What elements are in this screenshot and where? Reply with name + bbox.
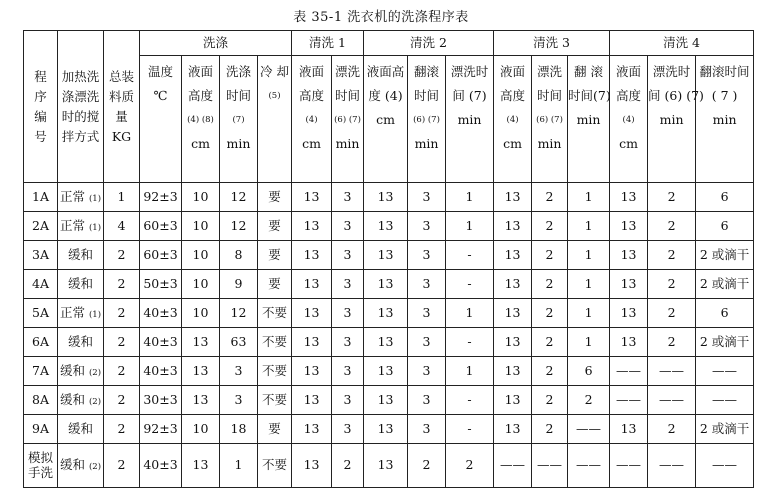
header-rinse3: 清洗 3	[494, 31, 610, 56]
header-r3-tumble	[568, 56, 610, 183]
table-cell: 13	[292, 386, 332, 415]
table-cell: -	[446, 270, 494, 299]
table-cell: 2	[104, 444, 140, 488]
header-rinse2: 清洗 2	[364, 31, 494, 56]
table-cell: 不要	[258, 357, 292, 386]
table-cell: 10	[182, 299, 220, 328]
table-cell: 13	[494, 241, 532, 270]
table-cell: 30±3	[140, 386, 182, 415]
table-cell: 10	[182, 270, 220, 299]
table-cell: 6A	[24, 328, 58, 357]
table-cell: 正常 (1)	[58, 183, 104, 212]
table-cell: ——	[494, 444, 532, 488]
table-cell: 2	[532, 328, 568, 357]
table-cell: 2	[532, 270, 568, 299]
header-line: 序	[34, 88, 47, 104]
header-r3-level	[494, 56, 532, 183]
header-line: (4)	[305, 115, 318, 125]
table-cell: 13	[292, 183, 332, 212]
header-line: 间 (6) (7)	[648, 88, 704, 103]
header-line: (4)	[622, 115, 635, 125]
header-line: min	[414, 136, 439, 151]
table-row	[24, 212, 754, 241]
header-line: 拌方式	[61, 128, 100, 144]
header-line: min	[457, 112, 482, 127]
table-cell: ——	[568, 415, 610, 444]
table-cell: 要	[258, 241, 292, 270]
header-r1-level	[292, 56, 332, 183]
table-cell: 2	[568, 386, 610, 415]
table-cell: ——	[610, 357, 648, 386]
table-cell: 13	[292, 241, 332, 270]
header-line: 时间	[537, 88, 563, 103]
table-cell: 13	[494, 270, 532, 299]
footnote-ref: (2)	[88, 367, 102, 378]
header-r1-time	[332, 56, 364, 183]
table-cell: 3	[332, 386, 364, 415]
table-cell: 12	[220, 183, 258, 212]
table-cell: 9	[220, 270, 258, 299]
header-line: ℃	[153, 88, 168, 103]
table-cell: 3	[408, 328, 446, 357]
table-cell: 3	[332, 328, 364, 357]
table-cell: 13	[494, 415, 532, 444]
footnote-ref: (2)	[88, 396, 102, 407]
header-line: 加热洗	[61, 68, 100, 84]
table-cell: 2 或滴干	[696, 415, 754, 444]
table-cell: 13	[292, 299, 332, 328]
table-cell: 1	[568, 183, 610, 212]
header-line: 漂洗时	[450, 64, 489, 79]
header-line: (5)	[268, 91, 281, 101]
table-cell: 2	[532, 183, 568, 212]
footnote-ref: (1)	[88, 309, 102, 320]
table-cell: 3A	[24, 241, 58, 270]
table-cell: 2	[532, 357, 568, 386]
header-r4-rinse	[648, 56, 704, 183]
table-cell: 40±3	[140, 357, 182, 386]
header-r4-tumble	[696, 56, 754, 183]
header-line: 漂洗时	[652, 64, 691, 79]
table-cell: 13	[610, 415, 648, 444]
header-line: 洗涤	[225, 64, 251, 79]
table-cell: ——	[648, 357, 696, 386]
table-cell: 13	[494, 386, 532, 415]
header-line: 号	[34, 128, 47, 144]
table-cell: 13	[610, 328, 648, 357]
header-line: (6) (7)	[334, 115, 361, 125]
table-cell: 2	[648, 328, 696, 357]
table-cell: 要	[258, 415, 292, 444]
header-line: 冷 却	[260, 64, 289, 79]
table-cell: 1	[104, 183, 140, 212]
table-cell: 7A	[24, 357, 58, 386]
table-cell: 缓和 (2)	[58, 357, 104, 386]
table-cell: 13	[364, 212, 408, 241]
table-row	[24, 299, 754, 328]
header-line: 时间	[225, 88, 251, 103]
table-cell: 4	[104, 212, 140, 241]
header-line: min	[335, 136, 360, 151]
table-cell: 13	[610, 183, 648, 212]
table-cell: 10	[182, 183, 220, 212]
table-cell: 13	[292, 357, 332, 386]
header-line: 液面	[500, 64, 526, 79]
table-cell: 2	[104, 357, 140, 386]
header-load	[104, 31, 140, 183]
table-cell: 5A	[24, 299, 58, 328]
table-cell: 13	[364, 183, 408, 212]
header-line: cm	[503, 136, 522, 151]
table-cell: 2	[648, 270, 696, 299]
footnote-ref: (1)	[88, 222, 102, 233]
header-wash-level	[182, 56, 220, 183]
header-line: 程	[34, 68, 47, 84]
header-line: (6) (7)	[536, 115, 563, 125]
header-line: min	[659, 112, 684, 127]
table-cell: 2	[104, 415, 140, 444]
table-cell: 3	[220, 386, 258, 415]
header-line: 高度	[500, 88, 526, 103]
table-cell: 2 或滴干	[696, 328, 754, 357]
table-cell: 缓和 (2)	[58, 444, 104, 488]
table-cell: 2	[532, 299, 568, 328]
table-cell: ——	[696, 357, 754, 386]
table-row	[24, 270, 754, 299]
header-line: KG	[111, 128, 132, 144]
table-cell: 2	[648, 241, 696, 270]
header-wash: 洗涤	[140, 31, 292, 56]
table-cell: 13	[364, 415, 408, 444]
table-cell: 6	[696, 212, 754, 241]
table-row	[24, 386, 754, 415]
table-cell: 6	[696, 299, 754, 328]
table-cell: 3	[332, 299, 364, 328]
table-cell: 3	[220, 357, 258, 386]
header-line: 时间	[335, 88, 361, 103]
table-cell: 2	[104, 328, 140, 357]
header-line: 液面	[299, 64, 325, 79]
table-cell: 3	[408, 357, 446, 386]
table-cell: 1	[446, 212, 494, 241]
table-cell: 1	[446, 299, 494, 328]
header-line: 总装	[108, 68, 134, 84]
table-cell: 13	[364, 241, 408, 270]
header-line: 温度	[147, 64, 173, 79]
table-cell: 2	[532, 415, 568, 444]
table-cell: ——	[648, 386, 696, 415]
table-cell: 1A	[24, 183, 58, 212]
table-cell: 1	[568, 328, 610, 357]
header-line: 度 (4)	[368, 88, 403, 103]
table-cell: ——	[610, 386, 648, 415]
table-cell: 2	[648, 212, 696, 241]
header-r2-rinse	[446, 56, 494, 183]
table-cell: 63	[220, 328, 258, 357]
table-row	[24, 357, 754, 386]
table-cell: 3	[408, 241, 446, 270]
table-cell: 13	[610, 270, 648, 299]
header-prog-no	[24, 31, 58, 183]
header-line: 量	[115, 108, 128, 124]
table-cell: ——	[568, 444, 610, 488]
table-cell: 2	[408, 444, 446, 488]
header-line: min	[576, 112, 601, 127]
header-line: 手洗	[27, 464, 53, 480]
table-cell: 2	[532, 241, 568, 270]
table-cell: 60±3	[140, 241, 182, 270]
table-cell: 13	[364, 386, 408, 415]
table-cell: 13	[610, 212, 648, 241]
table-cell: 2	[104, 299, 140, 328]
table-cell: 1	[568, 241, 610, 270]
header-r2-tumble	[408, 56, 446, 183]
table-cell: 3	[332, 415, 364, 444]
table-cell: 40±3	[140, 328, 182, 357]
header-line: 间 (7)	[452, 88, 487, 103]
table-cell: 13	[292, 212, 332, 241]
table-cell: ——	[696, 386, 754, 415]
table-cell: ——	[648, 444, 696, 488]
table-cell: 1	[220, 444, 258, 488]
header-line: 高度	[299, 88, 325, 103]
table-cell: 13	[364, 444, 408, 488]
header-line: 液面	[187, 64, 213, 79]
table-cell: 2	[104, 386, 140, 415]
table-cell: 13	[494, 328, 532, 357]
table-cell: ——	[610, 444, 648, 488]
table-row-manual-wash	[24, 444, 754, 488]
table-cell: 不要	[258, 386, 292, 415]
table-cell: 要	[258, 212, 292, 241]
header-line: cm	[619, 136, 638, 151]
table-cell: 92±3	[140, 415, 182, 444]
header-line: 编	[34, 108, 47, 124]
table-cell: 3	[332, 357, 364, 386]
table-cell: 9A	[24, 415, 58, 444]
table-cell: 2	[648, 415, 696, 444]
header-line: cm	[376, 112, 395, 127]
header-line: 时的搅	[61, 108, 100, 124]
table-cell: 12	[220, 299, 258, 328]
header-line: 时间(7)	[568, 88, 611, 103]
header-rinse4: 清洗 4	[610, 31, 754, 56]
header-line: 高度	[616, 88, 642, 103]
table-cell: 1	[446, 357, 494, 386]
header-rinse1: 清洗 1	[292, 31, 364, 56]
table-cell: 50±3	[140, 270, 182, 299]
table-cell: 10	[182, 212, 220, 241]
table-cell: 6	[568, 357, 610, 386]
table-title: 表 35-1 洗衣机的洗涤程序表	[293, 10, 469, 25]
table-cell: 13	[494, 212, 532, 241]
table-cell: 13	[494, 299, 532, 328]
table-cell: 40±3	[140, 444, 182, 488]
table-cell: 3	[408, 212, 446, 241]
table-cell: 1	[568, 299, 610, 328]
header-heat-mode	[58, 31, 104, 183]
table-cell: -	[446, 415, 494, 444]
header-line: min	[537, 136, 562, 151]
table-cell: 2	[446, 444, 494, 488]
header-line: min	[226, 136, 251, 151]
header-line: 翻滚	[414, 64, 440, 79]
wash-program-table	[23, 30, 754, 488]
table-cell: ——	[696, 444, 754, 488]
table-cell: 2	[104, 270, 140, 299]
table-cell: 2A	[24, 212, 58, 241]
table-cell: 3	[332, 270, 364, 299]
header-line: 翻滚时间	[699, 64, 750, 79]
header-line: 液面	[616, 64, 642, 79]
table-row	[24, 241, 754, 270]
table-cell: 3	[408, 299, 446, 328]
table-cell: 13	[494, 357, 532, 386]
header-line: 涤漂洗	[61, 88, 100, 104]
table-row	[24, 328, 754, 357]
header-cooling	[258, 56, 292, 183]
table-cell: 2	[332, 444, 364, 488]
table-cell: 3	[408, 386, 446, 415]
table-cell: 3	[408, 415, 446, 444]
header-line: 漂洗	[335, 64, 361, 79]
table-cell: 13	[182, 357, 220, 386]
table-cell: 2 或滴干	[696, 270, 754, 299]
table-cell: 4A	[24, 270, 58, 299]
table-cell: 6	[696, 183, 754, 212]
table-cell: 13	[182, 328, 220, 357]
header-line: (4) (8)	[187, 115, 214, 125]
header-line: cm	[191, 136, 210, 151]
header-line: 翻 滚	[574, 64, 604, 79]
header-line: 料质	[108, 88, 134, 104]
table-cell: 3	[332, 241, 364, 270]
header-line: ( 7 )	[711, 88, 738, 103]
table-cell: 13	[610, 299, 648, 328]
header-line: 漂洗	[537, 64, 563, 79]
table-cell: 13	[364, 357, 408, 386]
table-cell: 13	[292, 270, 332, 299]
table-cell: 2	[648, 183, 696, 212]
table-cell: 3	[332, 183, 364, 212]
table-cell: -	[446, 328, 494, 357]
table-cell: 缓和	[58, 270, 104, 299]
table-cell: 1	[568, 212, 610, 241]
header-line: 高度	[187, 88, 213, 103]
table-cell: 缓和	[58, 328, 104, 357]
header-line: (4)	[506, 115, 519, 125]
table-cell: 不要	[258, 444, 292, 488]
table-cell: 要	[258, 183, 292, 212]
table-cell: -	[446, 386, 494, 415]
table-row	[24, 183, 754, 212]
header-line: 时间	[414, 88, 440, 103]
table-cell: 3	[408, 270, 446, 299]
table-cell: 12	[220, 212, 258, 241]
footnote-ref: (1)	[88, 193, 102, 204]
header-line: (6) (7)	[413, 115, 440, 125]
table-cell: 13	[292, 444, 332, 488]
table-cell: 10	[182, 415, 220, 444]
table-cell: ——	[532, 444, 568, 488]
header-line: min	[712, 112, 737, 127]
header-line: (7)	[232, 115, 245, 125]
table-cell: 13	[182, 386, 220, 415]
table-cell: 13	[364, 328, 408, 357]
table-cell: 不要	[258, 299, 292, 328]
header-line: 模拟	[27, 450, 53, 466]
table-cell: 13	[182, 444, 220, 488]
table-cell: 缓和 (2)	[58, 386, 104, 415]
table-cell: 缓和	[58, 415, 104, 444]
table-cell: 13	[610, 241, 648, 270]
table-cell: 60±3	[140, 212, 182, 241]
table-cell: 13	[292, 415, 332, 444]
table-cell: 13	[494, 183, 532, 212]
header-line: cm	[302, 136, 321, 151]
header-r2-level	[364, 56, 408, 183]
table-cell: 正常 (1)	[58, 299, 104, 328]
header-line: 液面高	[366, 64, 405, 79]
table-cell: 2	[104, 241, 140, 270]
table-cell: 8A	[24, 386, 58, 415]
header-wash-temp	[140, 56, 182, 183]
table-cell: 2	[648, 299, 696, 328]
table-cell: 正常 (1)	[58, 212, 104, 241]
table-cell: 1	[568, 270, 610, 299]
table-cell: 要	[258, 270, 292, 299]
table-cell: 13	[292, 328, 332, 357]
table-cell: 3	[332, 212, 364, 241]
table-cell: 13	[364, 270, 408, 299]
table-cell: 2	[532, 386, 568, 415]
table-cell: -	[446, 241, 494, 270]
footnote-ref: (2)	[88, 462, 102, 473]
table-cell: 13	[364, 299, 408, 328]
table-cell: 缓和	[58, 241, 104, 270]
table-cell: 40±3	[140, 299, 182, 328]
table-cell: 3	[408, 183, 446, 212]
header-wash-time	[220, 56, 258, 183]
table-cell: 2	[532, 212, 568, 241]
table-cell: 10	[182, 241, 220, 270]
table-row	[24, 415, 754, 444]
table-cell: 92±3	[140, 183, 182, 212]
table-cell-program	[24, 444, 58, 488]
table-cell: 8	[220, 241, 258, 270]
table-cell: 2 或滴干	[696, 241, 754, 270]
table-cell: 18	[220, 415, 258, 444]
header-r4-level	[610, 56, 648, 183]
table-cell: 1	[446, 183, 494, 212]
header-r3-rinse	[532, 56, 568, 183]
table-cell: 不要	[258, 328, 292, 357]
